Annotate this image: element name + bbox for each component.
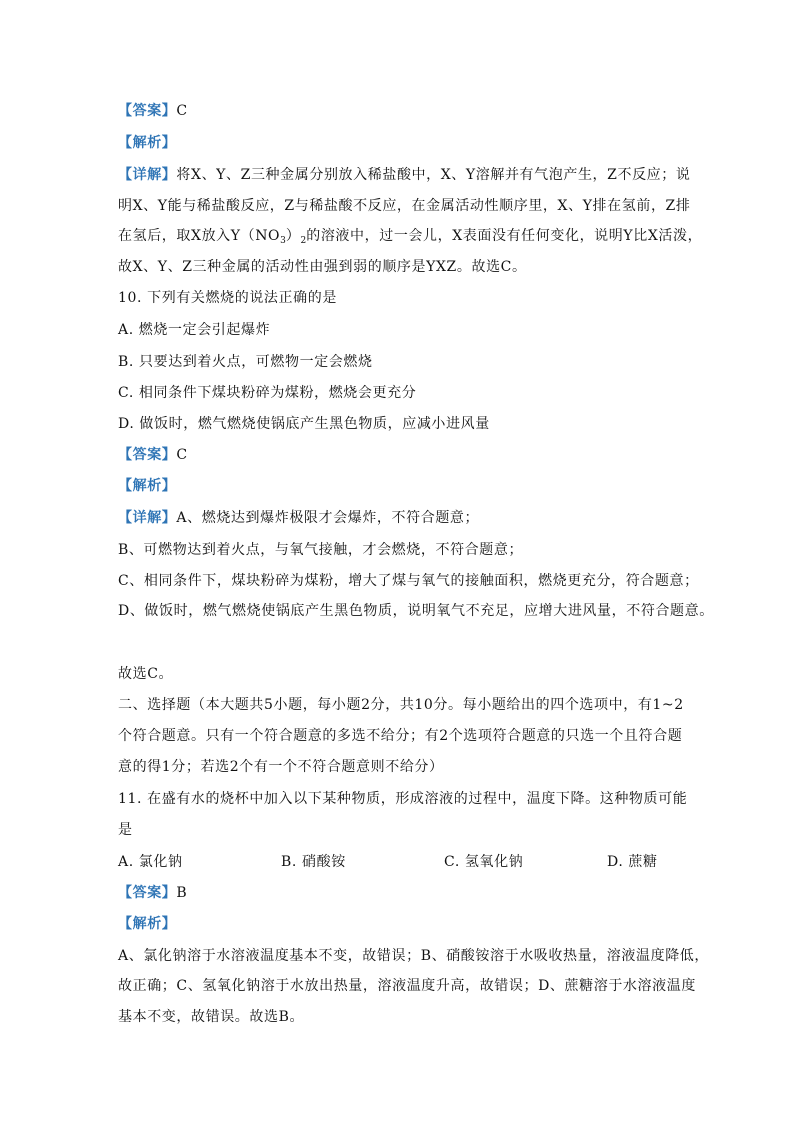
detail-text-part: 在氢后，取X放入Y（NO [118,228,281,244]
section2-line-2: 个符合题意。只有一个符合题意的多选不给分；有2个选项符合题意的只选一个且符合题 [118,728,683,744]
q11-answer-line [118,883,676,903]
answer-value: C [176,103,188,119]
q10-stem: 10. 下列有关燃烧的说法正确的是 [118,290,337,306]
q9-detail-line-3 [118,226,703,251]
q9-answer-line [118,101,676,121]
q10-analysis-tag-line [118,476,676,496]
detail-text: A、燃烧达到爆炸极限才会爆炸，不符合题意； [176,510,480,526]
detail-text-part: 的溶液中，过一会儿，X表面没有任何变化，说明Y比X活泼， [306,228,703,244]
answer-value: B [176,885,188,901]
q10-option-c: C. 相同条件下煤块粉碎为煤粉，燃烧会更充分 [118,385,417,401]
analysis-tag: 【解析】 [118,916,177,932]
analysis-tag: 【解析】 [118,135,177,151]
answer-tag: 【答案】 [118,885,177,901]
answer-value: C [176,447,188,463]
q11-analysis-tag-line [118,914,676,934]
q11-stem-line-2: 是 [118,822,133,838]
q11-analysis-line-1: A、氯化钠溶于水溶液温度基本不变，故错误；B、硝酸铵溶于水吸收热量，溶液温度降低， [118,948,709,964]
q10-option-b: B. 只要达到着火点，可燃物一定会燃烧 [118,354,373,370]
answer-tag: 【答案】 [118,103,177,119]
q10-option-a: A. 燃烧一定会引起爆炸 [118,322,271,338]
q11-analysis-line-3: 基本不变，故错误。故选B。 [118,1009,305,1025]
subscript: 2 [300,236,307,246]
detail-tag: 【详解】 [118,510,177,526]
q10-answer-line [118,445,676,465]
q11-stem-line-1: 11. 在盛有水的烧杯中加入以下某种物质，形成溶液的过程中，温度下降。这种物质可能 [118,791,688,807]
q11-option-a: A. 氯化钠 [118,854,183,870]
q10-conclusion: 故选C。 [118,666,174,682]
q11-option-b: B. 硝酸铵 [281,854,346,870]
detail-text-part: ） [285,228,301,244]
q10-detail-line-1 [118,508,676,528]
q11-option-c: C. 氢氧化钠 [444,854,524,870]
q9-detail-line-4: 故X、Y、Z三种金属的活动性由强到弱的顺序是YXZ。故选C。 [118,259,527,275]
q9-analysis-tag-line [118,133,676,153]
q10-detail-line-2: B、可燃物达到着火点，与氧气接触，才会燃烧，不符合题意； [118,542,524,558]
q9-detail-line-2: 明X、Y能与稀盐酸反应，Z与稀盐酸不反应，在金属活动性顺序里，X、Y排在氢前，Z排 [118,198,691,214]
analysis-tag: 【解析】 [118,478,177,494]
subscript: 3 [280,236,286,246]
q10-detail-line-4: D、做饭时，燃气燃烧使锅底产生黑色物质，说明氧气不充足，应增大进风量，不符合题意。 [118,603,714,619]
q9-detail-line-1 [118,165,691,185]
section2-line-1: 二、选择题（本大题共5小题，每小题2分，共10分。每小题给出的四个选项中，有1~2 [118,697,684,713]
answer-tag: 【答案】 [118,447,177,463]
section2-line-3: 意的得1分；若选2个有一个不符合题意则不给分） [118,759,444,775]
detail-text: 将X、Y、Z三种金属分别放入稀盐酸中，X、Y溶解并有气泡产生，Z不反应；说 [176,167,691,183]
q10-detail-line-3: C、相同条件下，煤块粉碎为煤粉，增大了煤与氧气的接触面积，燃烧更充分，符合题意； [118,573,699,589]
q11-analysis-line-2: 故正确；C、氢氧化钠溶于水放出热量，溶液温度升高，故错误；D、蔗糖溶于水溶液温度 [118,978,696,994]
detail-tag: 【详解】 [118,167,177,183]
q11-option-d: D. 蔗糖 [607,854,658,870]
q10-option-d: D. 做饭时，燃气燃烧使锅底产生黑色物质，应减小进风量 [118,416,490,432]
